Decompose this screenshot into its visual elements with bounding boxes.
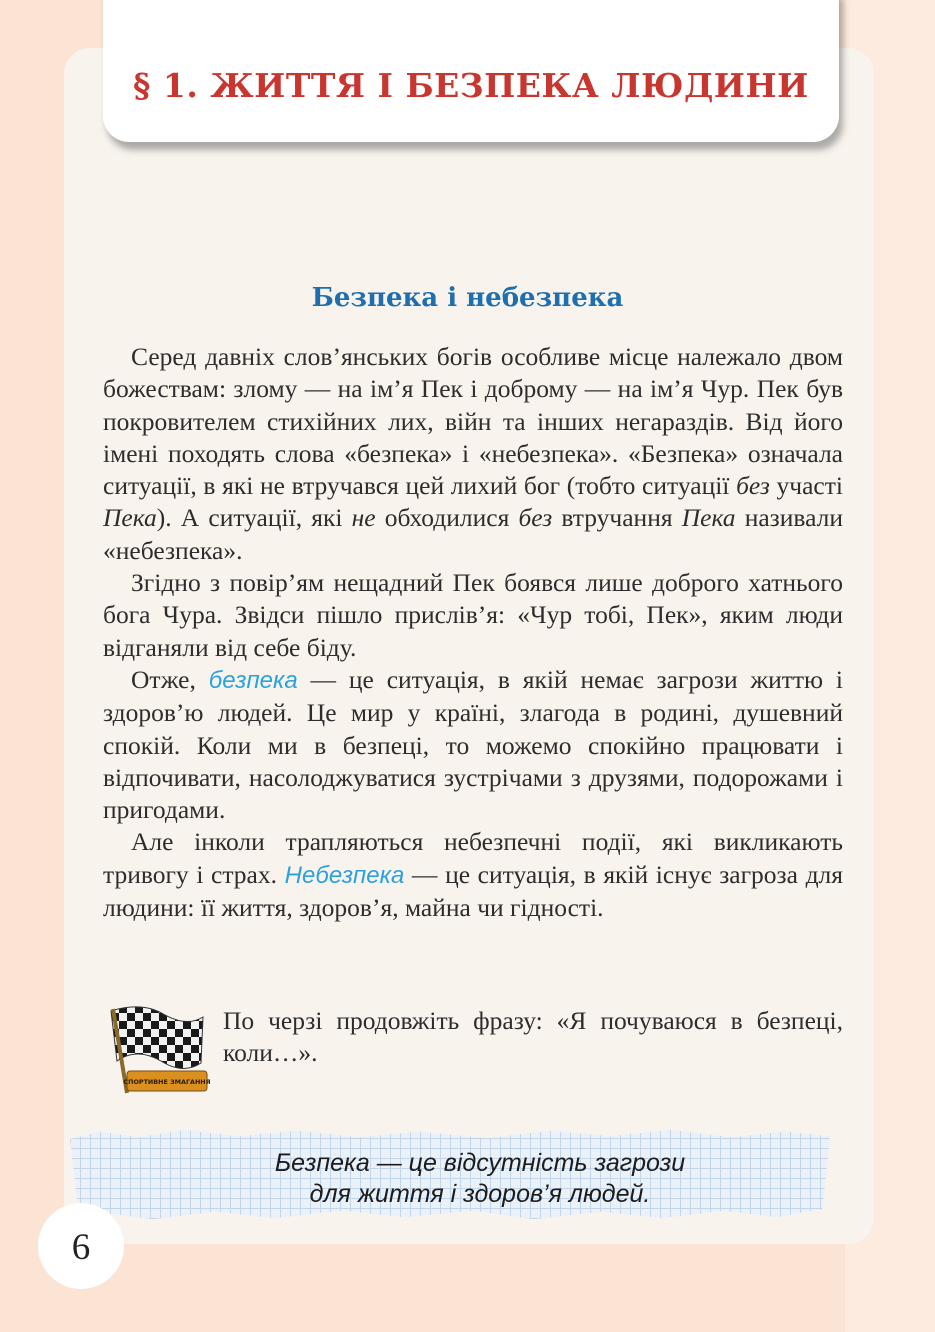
task-badge-label: СПОРТИВНЕ ЗМАГАННЯ	[123, 1078, 211, 1086]
term-danger: Небезпека	[284, 861, 405, 889]
chapter-title-tab	[103, 0, 839, 142]
task-text: По черзі продовжіть фразу: «Я почуваюся в безпеці, коли…».	[223, 1006, 843, 1068]
definition-line-1: Безпека — це відсутність загрози	[274, 1149, 686, 1177]
term-safety: безпека	[208, 666, 298, 694]
main-text	[103, 341, 843, 924]
paragraph-2: Згідно з повір’ям нещадний Пек боявся лише доброго хатнього бога Чура. Звідси пішло прислів’я: «Чур тобі, Пек», яким люди відганяли від себе біду.	[103, 568, 843, 662]
definition-text	[200, 1148, 760, 1210]
definition-line-2: для життя і здоров’я людей.	[309, 1180, 651, 1208]
paragraph-4: Але інколи трапляються небезпечні події, які викликають тривогу і страх. Небезпека — це ситуація, в якій існує загроза для людини: її життя, здоров’я, майна чи гідності.	[103, 827, 843, 923]
paragraph-3: Отже, безпека — це ситуація, в якій немає загрози життю і здоров’ю людей. Це мир у країні, злагода в родині, душевний спокій. Коли ми в безпеці, то можемо спокійно працювати і відпочивати, насолоджуватися зустрічами з друзями, подорожами і пригодами.	[103, 664, 843, 825]
checkered-flag-icon	[103, 1005, 211, 1097]
page-number: 6	[71, 1227, 91, 1268]
chapter-title: § 1. ЖИТТЯ І БЕЗПЕКА ЛЮДИНИ	[133, 66, 809, 105]
task-block	[103, 1005, 843, 1100]
section-heading: Безпека і небезпека	[311, 283, 624, 313]
paragraph-1: Серед давніх слов’янських богів особливе місце належало двом божествам: злому — на ім’я Пек і доброму — на ім’я Чур. Пек був покровителем стихійних лих, війн та інших негараздів. Від його імені походять слова «безпека» і «небезпека». «Безпека» означала ситуації, в які не втручався цей лихий бог (тобто ситуації без участі Пека). А ситуації, які не обходилися без втручання Пека називали «небезпека».	[103, 342, 843, 565]
